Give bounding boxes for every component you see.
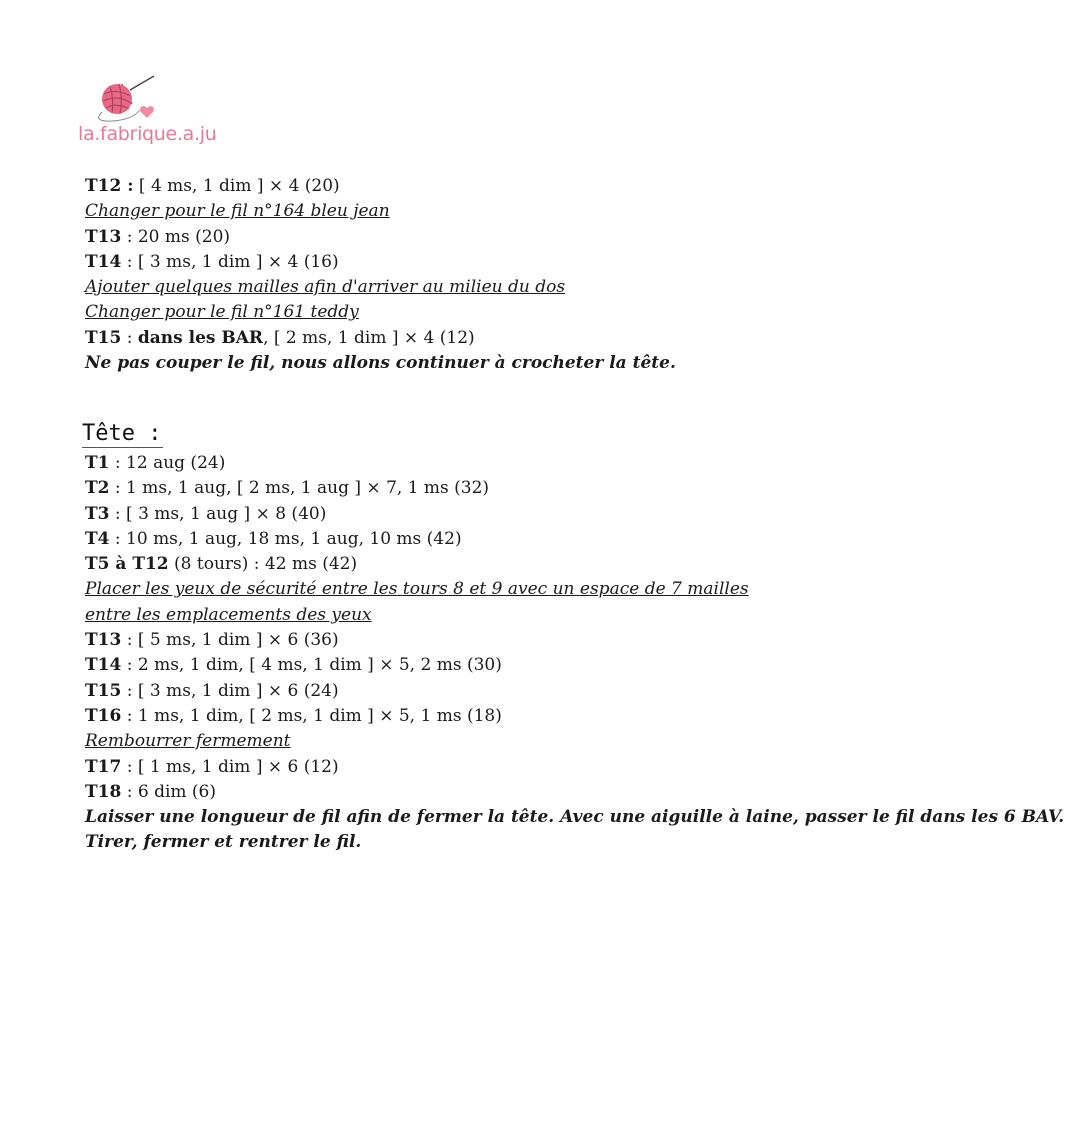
round-text: [ 1 ms, 1 dim ] × 6 (12) [137, 756, 339, 777]
round-text: [ 3 ms, 1 aug ] × 8 (40) [126, 503, 327, 524]
round-text: [ 5 ms, 1 dim ] × 6 (36) [137, 630, 339, 651]
instruction-note [85, 199, 676, 224]
round-row [85, 326, 676, 351]
round-separator: : [109, 503, 127, 524]
round-separator: : [121, 327, 138, 348]
round-text: 2 ms, 1 dim, [ 4 ms, 1 dim ] × 5, 2 ms (30) [137, 655, 502, 676]
round-row [85, 225, 676, 250]
instruction-note [85, 300, 676, 325]
important-text: Ne pas couper le fil, nous allons continuer à crocheter la tête. [85, 353, 676, 374]
round-separator: : [121, 655, 138, 676]
round-row [85, 502, 1064, 527]
instruction-note [85, 603, 1064, 628]
logo-text: la.fabrique.a.ju [78, 123, 217, 145]
important-note [85, 830, 1064, 855]
note-text: Rembourrer fermement [85, 731, 291, 752]
round-separator: : [121, 630, 138, 651]
round-separator: : [109, 453, 127, 473]
instruction-note [85, 275, 676, 300]
note-text: Ajouter quelques mailles afin d'arriver au milieu du dos [85, 277, 566, 298]
round-label: T18 [85, 781, 122, 802]
section-head-rounds [85, 451, 1064, 856]
note-text: Placer les yeux de sécurité entre les tours 8 et 9 avec un espace de 7 mailles [85, 579, 749, 600]
round-text: 1 ms, 1 dim, [ 2 ms, 1 dim ] × 5, 1 ms (18) [137, 705, 502, 726]
round-text: , [ 2 ms, 1 dim ] × 4 (12) [263, 327, 475, 348]
section-body-rounds [85, 174, 676, 376]
round-separator: : [121, 705, 138, 726]
round-row [85, 451, 1064, 476]
round-row [85, 250, 676, 275]
round-text: 20 ms (20) [137, 226, 231, 247]
round-separator: : [121, 756, 138, 777]
round-separator: : [121, 680, 138, 701]
round-text: 1 ms, 1 aug, [ 2 ms, 1 aug ] × 7, 1 ms (32) [126, 478, 490, 499]
round-separator: : [121, 226, 138, 247]
round-row [85, 476, 1064, 501]
round-row [85, 679, 1064, 704]
round-row [85, 628, 1064, 653]
round-label: T14 [85, 251, 122, 272]
round-row [85, 704, 1064, 729]
round-separator: : [109, 528, 127, 549]
round-row [85, 174, 676, 199]
round-row [85, 527, 1064, 552]
important-text: Tirer, fermer et rentrer le fil. [85, 832, 362, 853]
instruction-note [85, 577, 1064, 602]
round-text: [ 3 ms, 1 dim ] × 6 (24) [137, 680, 339, 701]
round-label: T14 [85, 655, 122, 676]
round-separator: : [121, 781, 138, 802]
round-label: T13 [85, 226, 122, 247]
heart-icon [140, 106, 154, 118]
round-label: T2 [85, 478, 110, 499]
round-text: 6 dim (6) [137, 781, 217, 802]
round-row [85, 780, 1064, 805]
important-text: Laisser une longueur de fil afin de fermer la tête. Avec une aiguille à laine, passer le fil dans les 6 BAV. [85, 807, 1065, 828]
round-label: T16 [85, 705, 122, 726]
note-text: Changer pour le fil n°161 teddy [85, 302, 359, 323]
round-text: [ 3 ms, 1 dim ] × 4 (16) [137, 251, 339, 272]
important-note [85, 351, 676, 376]
round-label: T17 [85, 756, 122, 777]
round-row [85, 552, 1064, 577]
round-label: T5 à T12 [85, 554, 169, 575]
round-text: 10 ms, 1 aug, 18 ms, 1 aug, 10 ms (42) [126, 528, 462, 549]
round-text: (8 tours) : 42 ms (42) [174, 554, 358, 575]
round-separator: : [109, 478, 127, 499]
round-label: T4 [85, 528, 110, 549]
round-row [85, 755, 1064, 780]
round-separator: : [121, 251, 138, 272]
yarn-ball-icon [92, 74, 164, 126]
brand-logo [78, 74, 238, 154]
round-label: T12 : [85, 176, 134, 196]
round-label: T1 [85, 453, 110, 473]
note-text: Changer pour le fil n°164 bleu jean [85, 201, 390, 222]
round-label: T15 [85, 327, 122, 348]
round-label: T13 [85, 630, 122, 651]
round-text: [ 4 ms, 1 dim ] × 4 (20) [138, 176, 340, 196]
round-emphasis: dans les BAR [137, 327, 264, 348]
note-text: entre les emplacements des yeux [85, 604, 372, 625]
round-text: 12 aug (24) [126, 453, 226, 473]
round-label: T15 [85, 680, 122, 701]
instruction-note [85, 729, 1064, 754]
round-row [85, 653, 1064, 678]
round-label: T3 [85, 503, 110, 524]
section-title-head: Tête : [82, 421, 162, 446]
important-note [85, 805, 1064, 830]
